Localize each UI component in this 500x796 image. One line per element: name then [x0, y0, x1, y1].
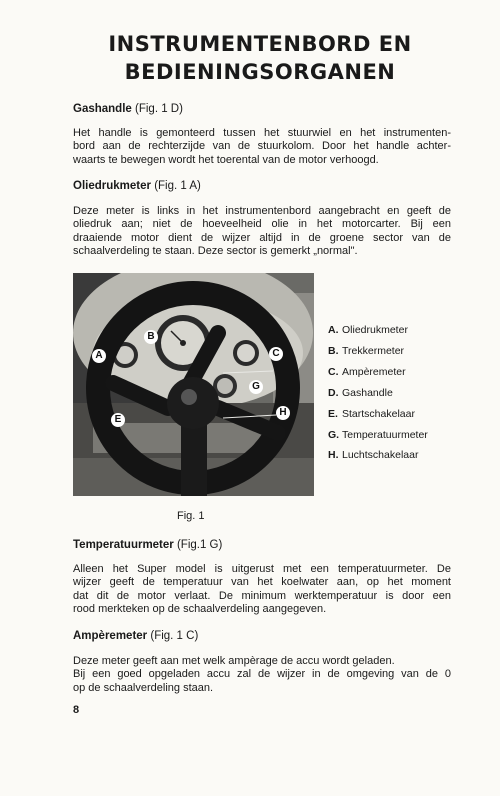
text-line: Deze meter is links in het instrumentenbord aangebracht en geeft de [73, 205, 451, 217]
legend-text: Trekkermeter [342, 344, 405, 357]
legend-text: Luchtschakelaar [342, 449, 419, 462]
heading-amperemeter-title: Ampèremeter [73, 630, 148, 642]
heading-amperemeter-ref: (Fig. 1 C) [150, 630, 199, 642]
heading-temperatuurmeter [73, 538, 222, 552]
photo-label-a: A [92, 349, 106, 363]
heading-amperemeter [73, 629, 198, 643]
legend-key: A. [328, 324, 339, 336]
text-line: dat dit de motor verlaat. De minimum werktemperatuur is door een [73, 589, 451, 602]
paragraph-oliedrukmeter [73, 205, 451, 259]
heading-temperatuurmeter-ref: (Fig.1 G) [176, 539, 223, 551]
legend-text: Oliedrukmeter [342, 324, 408, 336]
legend-key: H. [328, 449, 339, 462]
heading-temperatuurmeter-title: Temperatuurmeter [73, 539, 174, 551]
heading-oliedrukmeter-ref: (Fig. 1 A) [154, 180, 201, 192]
photo-label-h: H [276, 406, 290, 420]
text-line: schaalverdeling te staan. Deze sector is gemerkt „normal". [73, 245, 358, 258]
legend-item [328, 341, 428, 362]
paragraph-gashandle [73, 127, 451, 167]
text-line: Bij een goed opgeladen accu zal de wijzer in de omgeving van de 0 [73, 668, 451, 681]
heading-gashandle-title: Gashandle [73, 103, 132, 115]
photo-label-c: C [269, 347, 283, 361]
legend-key: B. [328, 344, 339, 357]
legend-item [328, 362, 428, 383]
text-line: waarts te bewegen wordt het toerental van de motor verhoogd. [73, 153, 379, 166]
heading-oliedrukmeter [73, 179, 201, 193]
heading-oliedrukmeter-title: Oliedrukmeter [73, 180, 151, 192]
text-line: wijzer geeft de temperatuur van het koelwater aan, op het moment [73, 576, 451, 589]
legend-text: Gashandle [342, 386, 393, 399]
page-title [40, 30, 480, 86]
legend-text: Ampèremeter [342, 365, 406, 378]
figure-legend [328, 320, 428, 466]
legend-key: C. [328, 365, 339, 378]
title-line-2: BEDIENINGSORGANEN [124, 60, 396, 84]
paragraph-amperemeter [73, 655, 451, 695]
text-line: op de schaalverdeling staan. [73, 681, 214, 694]
photo-label-b: B [144, 330, 158, 344]
text-line: bord aan de rechterzijde van de stuurkolom. Door het handle achter- [73, 140, 451, 153]
figure-caption: Fig. 1 [177, 510, 205, 522]
legend-key: D. [328, 386, 339, 399]
legend-key: E. [328, 407, 338, 420]
legend-item [328, 320, 428, 341]
legend-item [328, 425, 428, 446]
text-line: Het handle is gemonteerd tussen het stuurwiel en het instrumenten- [73, 127, 451, 139]
heading-gashandle-ref: (Fig. 1 D) [135, 103, 183, 115]
legend-item [328, 445, 428, 466]
dashboard-illustration [73, 273, 314, 496]
heading-gashandle [73, 102, 183, 116]
legend-text: Startschakelaar [342, 407, 415, 420]
legend-key: G. [328, 428, 340, 441]
page-number: 8 [73, 704, 80, 716]
legend-item [328, 383, 428, 404]
text-line: Alleen het Super model is uitgerust met een temperatuurmeter. De [73, 563, 451, 575]
legend-item [328, 404, 428, 425]
paragraph-temperatuurmeter [73, 563, 451, 617]
title-line-1: INSTRUMENTENBORD EN [108, 32, 412, 56]
photo-label-e: E [111, 413, 125, 427]
text-line: draaiende motor dient de wijzer altijd in de groene sector van de [73, 231, 451, 244]
text-line: oliedruk aan; niet de hoeveelheid olie in het motorcarter. Bij een [73, 218, 451, 231]
dashboard-photo [73, 273, 314, 496]
photo-label-g: G [249, 380, 263, 394]
text-line: Deze meter geeft aan met welk ampèrage de accu wordt geladen. [73, 655, 395, 667]
text-line: rood merkteken op de schaalverdeling aangegeven. [73, 603, 327, 616]
legend-text: Temperatuurmeter [342, 428, 428, 441]
